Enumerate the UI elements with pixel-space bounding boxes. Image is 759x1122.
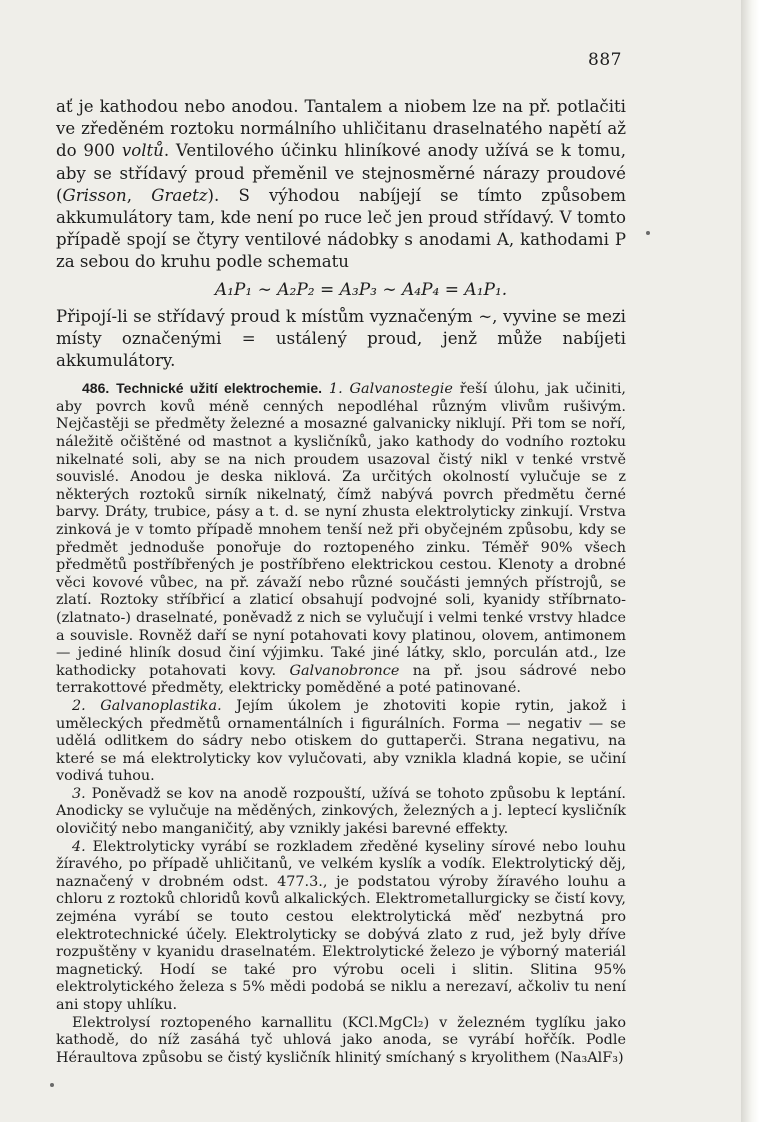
subsection-2: 2. Galvanoplastika. Jejím úkolem je zhotoviti kopie rytin, jakož i uměleckých předmětů ornamentálních i figurálních. Forma — negativ — se udělá odlitkem do sádry nebo otiskem do guttaperči. Strana negativu, na které se má elektrolyticky kov vylučovati, aby vznikla kladná kopie, se učiní vodivá tuhou. — [56, 697, 626, 785]
page-number: 887 — [588, 50, 622, 70]
intro-paragraph-2: Připojí-li se střídavý proud k místům vyznačeným ∼, vyvine se mezi místy označenými = ustálený proud, jenž může nabíjeti akkumulátory. — [56, 306, 626, 371]
page-body — [56, 96, 626, 1067]
circuit-formula: A₁P₁ ∼ A₂P₂ = A₃P₃ ∼ A₄P₄ = A₁P₁. — [214, 279, 508, 300]
subsection-1: 486. Technické užití elektrochemie. 1. Galvanostegie řeší úlohu, jak učiniti, aby povrch kovů méně cenných nepodléhal různým vlivům rušivým. Nejčastěji se předměty železné a mosazné galvanicky niklují. Při tom se noří, náležitě očištěné od mastnot a kysličníků, jako kathody do vodního roztoku nikelnaté soli, aby se na nich proudem usazoval čistý nikl v tenké vrstvě souvislé. Anodou je deska niklová. Za určitých okolností vylučuje se z některých roztoků sirník nikelnatý, čímž nabývá povrch předmětu černé barvy. Dráty, trubice, pásy a t. d. se nyní zhusta elektrolyticky zinkují. Vrstva zinková je v tomto případě mnohem tenší než při obyčejném způsobu, kdy se předmět jednoduše ponořuje do roztopeného zinku. Téměř 90% všech předmětů postříbřených je postříbřeno elektrickou cestou. Klenoty a drobné věci kovové vůbec, na př. závaží nebo různé součásti jemných přístrojů, se zlatí. Roztoky stříbřicí a zlaticí obsahují podvojné soli, kyanidy stříbrnato- (zlatnato-) draselnaté, poněvadž z nich se vylučují i velmi tenké vrstvy hladce a souvisle. Rovněž daří se nyní potahovati kovy platinou, olovem, antimonem — jediné hliník dosud činí výjimku. Také jiné látky, sklo, porculán atd., lze kathodicky potahovati kovy. Galvanobronce na př. jsou sádrové nebo terrakottové předměty, elektricky poměděné a poté patinované. — [56, 380, 627, 697]
section-486 — [56, 380, 626, 1067]
speck — [50, 1083, 54, 1087]
subsection-4: 4. Elektrolyticky vyrábí se rozkladem zředěné kyseliny sírové nebo louhu žíravého, po případě uhličitanů, ve velkém kyslík a vodík. Elektrolytický děj, naznačený v drobném odst. 477.3., je podstatou výroby žíravého louhu a chloru z roztoků chloridů kovů alkalických. Elektrometallurgicky se čistí kovy, zejména vyrábí se touto cestou elektrolytická měď nezbytná pro elektrotechnické účely. Elektrolyticky se dobývá zlato z rud, jež byly dříve rozpuštěny v kyanidu draselnatém. Elektrolytické železo je výborný materiál magnetický. Hodí se také pro výrobu oceli i slitin. Slitina 95% elektrolytického železa s 5% mědi podobá se niklu a nerezaví, ačkoliv tu není ani stopy uhlíku. — [56, 838, 626, 1014]
subsection-5: Elektrolysí roztopeného karnallitu (KCl.MgCl₂) v železném tyglíku jako kathodě, do níž zasáhá tyč uhlová jako anoda, se vyrábí hořčík. Podle Héraultova způsobu se čistý kysličník hlinitý smíchaný s kryolithem (Na₃AlF₃) — [56, 1014, 626, 1066]
page-edge — [741, 0, 759, 1122]
speck — [646, 231, 650, 235]
subsection-3: 3. Poněvadž se kov na anodě rozpouští, užívá se tohoto způsobu k leptání. Anodicky se vylučuje na měděných, zinkových, železných a j. leptecí kysličník olovičitý nebo manganičitý, aby vznikly jakési barevné effekty. — [56, 785, 627, 838]
intro-block — [56, 96, 626, 372]
intro-paragraph: ať je kathodou nebo anodou. Tantalem a niobem lze na př. potlačiti ve zředěném roztoku normálního uhličitanu draselnatého napětí až do 900 voltů. Ventilového účinku hliníkové anody užívá se k tomu, aby se střídavý proud přeměnil ve stejnosměrné nárazy proudové (Grisson, Graetz). S výhodou nabíjejí se tímto způsobem akkumulátory tam, kde není po ruce leč jen proud střídavý. V tomto případě spojí se čtyry ventilové nádobky s anodami A, kathodami P za sebou do kruhu podle schematu — [56, 97, 626, 272]
